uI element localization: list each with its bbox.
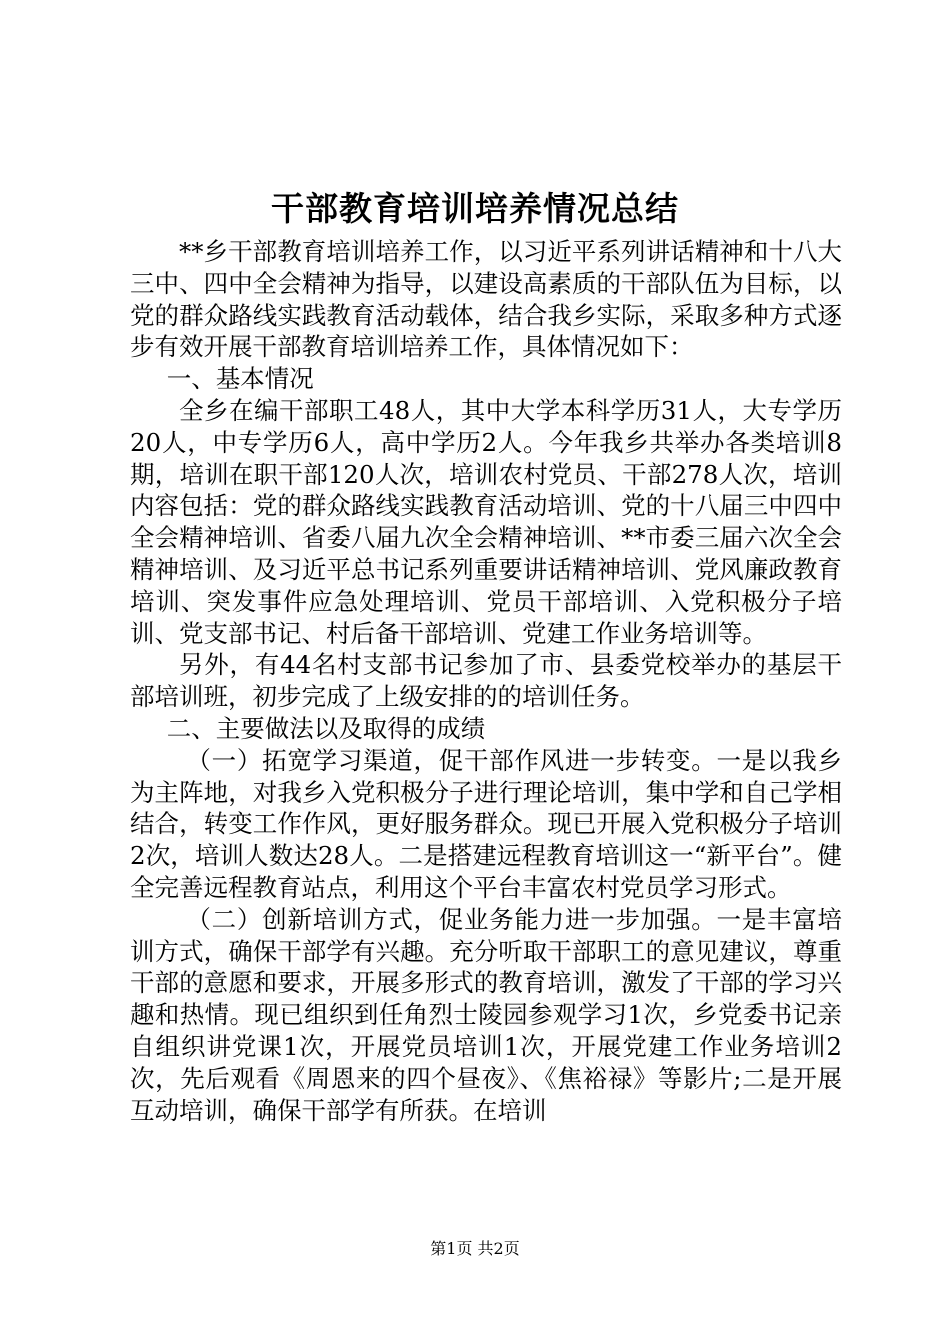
page-footer: 第1页 共2页	[430, 1239, 520, 1258]
basic-info-paragraph: 全乡在编干部职工48人，其中大学本科学历31人，大专学历20人，中专学历6人，高中学历2人。今年我乡共举办各类培训8期，培训在职干部120人次，培训农村党员、干部278人次，培训内容包括：党的群众路线实践教育活动培训、党的十八届三中四中全会精神培训、省委八届九次全会精神培训、**市委三届六次全会精神培训、及习近平总书记系列重要讲话精神培训、党风廉政教育培训、突发事件应急处理培训、党员干部培训、入党积极分子培训、党支部书记、村后备干部培训、党建工作业务培训等。	[130, 395, 842, 648]
document-body	[130, 236, 842, 1126]
practice-item-2-paragraph: （二）创新培训方式，促业务能力进一步加强。一是丰富培训方式，确保干部学有兴趣。充分听取干部职工的意见建议，尊重干部的意愿和要求，开展多形式的教育培训，激发了干部的学习兴趣和热情。现已组织到任角烈士陵园参观学习1次，乡党委书记亲自组织讲党课1次，开展党员培训1次，开展党建工作业务培训2次，先后观看《周恩来的四个昼夜》、《焦裕禄》等影片;二是开展互动培训，确保干部学有所获。在培训	[130, 904, 842, 1125]
document-title: 干部教育培训培养情况总结	[271, 189, 679, 228]
practice-item-1-paragraph: （一）拓宽学习渠道，促干部作风进一步转变。一是以我乡为主阵地，对我乡入党积极分子进行理论培训，集中学和自己学相结合，转变工作作风，更好服务群众。现已开展入党积极分子培训2次，培训人数达28人。二是搭建远程教育培训这一“新平台”。健全完善远程教育站点，利用这个平台丰富农村党员学习形式。	[130, 745, 842, 902]
additional-info-paragraph: 另外，有44名村支部书记参加了市、县委党校举办的基层干部培训班，初步完成了上级安排的的培训任务。	[130, 650, 842, 712]
section-heading-practices: 二、主要做法以及取得的成绩	[166, 713, 486, 743]
section-heading-basic: 一、基本情况	[166, 364, 314, 394]
intro-paragraph: **乡干部教育培训培养工作，以习近平系列讲话精神和十八大三中、四中全会精神为指导，以建设高素质的干部队伍为目标，以党的群众路线实践教育活动载体，结合我乡实际，采取多种方式逐步有效开展干部教育培训培养工作，具体情况如下：	[130, 237, 842, 362]
